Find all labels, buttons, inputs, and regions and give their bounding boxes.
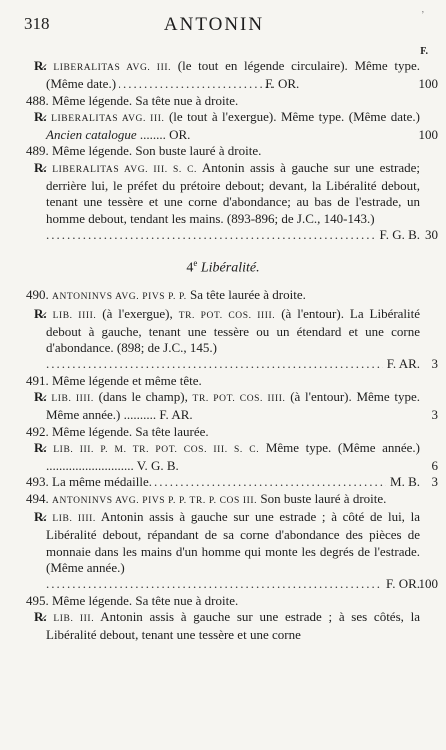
page-number: 318: [24, 14, 50, 33]
reverse-description: R̷. LIB. IIII. Antonin assis à gauche sur une estrade ; à côté de lui, la Libéralité debout, répandant de sa corne d'abondance des pièces de monnaie dans les mains d'un homme qui monte les degrés de l'estrade. (Même année.) ..... F. OR. 100: [26, 509, 420, 592]
reverse-description: R̷. LIBERALITAS AVG. III. (le tout à l'exergue). Même type. (Même date.) Ancien catalogue ........ OR. 100: [34, 108, 438, 143]
reverse-description: R̷. LIB. III. P. M. TR. POT. COS. III. S. C. Même type. (Même année.) ........................... V. G. B. 6: [34, 439, 438, 474]
catalogue-body: [26, 58, 438, 643]
catalogue-entry: 490. ANTONINVS AVG. PIVS P. P. Sa tête laurée à droite.: [26, 287, 306, 303]
section-heading: 4e Libéralité.: [186, 258, 260, 276]
catalogue-entry: 493. La même médaille ..... M. B. 3: [26, 474, 420, 490]
catalogue-entry: 494. ANTONINVS AVG. PIVS P. P. TR. P. COS III. Son buste lauré à droite.: [26, 490, 387, 506]
page-header: [24, 14, 404, 38]
reverse-description: R̷. LIBERALITAS AVG. III. S. C. Antonin assis à gauche sur une estrade; derrière lui, le préfet du prétoire debout; devant, la Libéralité debout, tenant une tessère et une corne d'abondance; au bas de l'estrade, un homme debout, tendant les mains. (893-896; de J.C., 140-143.) ..... F. G. B. 30: [26, 160, 420, 243]
reverse-description: R̷. LIB. IIII. (dans le champ), TR. POT. COS. IIII. (à l'entour). Même type. Même année.) .......... F. AR. 3: [34, 389, 438, 423]
catalogue-entry: 491. Même légende et même tête.: [26, 372, 202, 388]
price: 3: [431, 407, 438, 423]
price: 100: [418, 76, 438, 92]
price: 30: [425, 226, 438, 242]
reverse-description: R̷. LIB. IIII. (à l'exergue), TR. POT. COS. IIII. (à l'entour). La Libéralité debout à gauche, tenant une tessère ou un étendard et une corne d'abondance. (898; de J.C., 145.) ..... F. AR. 3: [26, 306, 420, 373]
corner-mark: ,: [421, 4, 424, 14]
price: 3: [431, 474, 438, 490]
price: 100: [418, 127, 438, 143]
price: 3: [431, 356, 438, 372]
reverse-description: R̷. LIB. III. Antonin assis à gauche sur une estrade ; à ses côtés, la Libéralité debout, tenant une tessère et une corne: [34, 608, 420, 643]
reverse-description: R̷. LIBERALITAS AVG. III. (le tout en légende circulaire). Même type. (Même date.) ..... F. OR. 100: [26, 58, 420, 93]
catalogue-entry: 489. Même légende. Son buste lauré à droite.: [26, 143, 262, 159]
catalogue-entry: 495. Même légende. Sa tête nue à droite.: [26, 592, 239, 608]
corner-letter: F.: [420, 46, 428, 57]
catalogue-entry: 492. Même légende. Sa tête laurée.: [26, 423, 209, 439]
price: 6: [431, 458, 438, 474]
running-title: ANTONIN: [163, 14, 265, 35]
catalogue-entry: 488. Même légende. Sa tête nue à droite.: [26, 92, 239, 108]
price: 100: [418, 576, 438, 592]
